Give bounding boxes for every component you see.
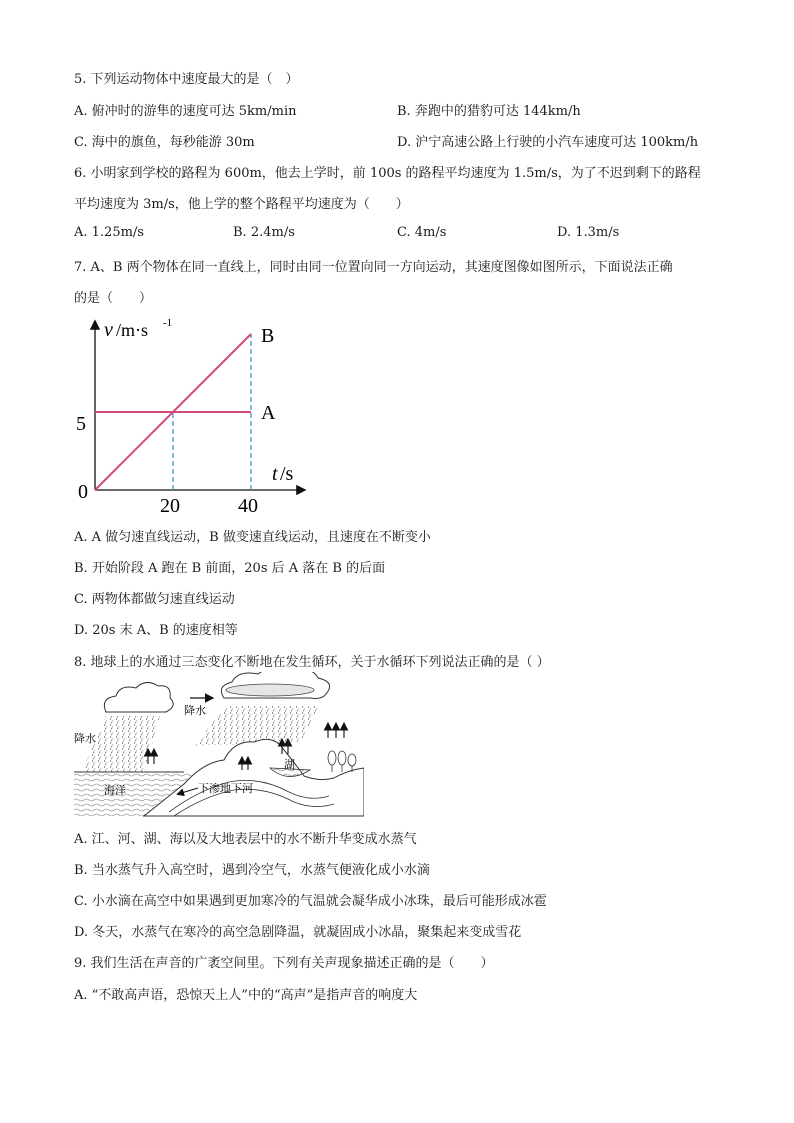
water-cycle-figure — [74, 672, 364, 818]
q6-option-a: A. 1.25m/s — [74, 225, 144, 240]
q7-option-c: C. 两物体都做匀速直线运动 — [74, 592, 235, 607]
q5-option-d: D. 沪宁高速公路上行驶的小汽车速度可达 100km/h — [397, 135, 699, 150]
y-axis-label-exponent: -1 — [163, 317, 173, 329]
q8-option-c: C. 小水滴在高空中如果遇到更加寒冷的气温就会凝华成小冰珠，最后可能形成冰雹 — [74, 894, 547, 909]
y-axis-label-var: v — [104, 319, 113, 341]
q7-option-a: A. A 做匀速直线运动，B 做变速直线运动，且速度在不断变小 — [74, 530, 431, 545]
q6-option-b: B. 2.4m/s — [233, 225, 295, 240]
label-rain-left: 降水 — [74, 733, 96, 745]
q6-option-d: D. 1.3m/s — [557, 225, 620, 240]
q7-stem-line2: 的是（ ） — [74, 291, 153, 306]
x-tick-label-20: 20 — [160, 495, 180, 517]
y-axis-label-unit: /m·s — [116, 320, 149, 340]
q7-option-b: B. 开始阶段 A 跑在 B 前面，20s 后 A 落在 B 的后面 — [74, 561, 386, 576]
q5-stem: 5. 下列运动物体中速度最大的是（ ） — [74, 72, 299, 87]
series-label-A: A — [261, 402, 276, 424]
rain-right — [194, 706, 320, 746]
q6-option-c: C. 4m/s — [397, 225, 447, 240]
trees-icon — [328, 751, 356, 772]
q8-option-b: B. 当水蒸气升入高空时，遇到冷空气，水蒸气便液化成小水滴 — [74, 863, 430, 878]
q5-option-c: C. 海中的旗鱼，每秒能游 30m — [74, 135, 255, 150]
cloud-left-icon — [104, 682, 173, 712]
q8-stem: 8. 地球上的水通过三态变化不断地在发生循环，关于水循环下列说法正确的是（ ） — [74, 655, 550, 670]
q8-option-d: D. 冬天，水蒸气在寒冷的高空急剧降温，就凝固成小冰晶，聚集起来变成雪花 — [74, 925, 522, 940]
q5-option-a: A. 俯冲时的游隼的速度可达 5km/min — [74, 104, 297, 119]
x-tick-label-40: 40 — [238, 495, 258, 517]
velocity-time-chart — [70, 312, 320, 520]
label-rain-right: 降水 — [184, 705, 206, 717]
q7-stem-line1: 7. A、B 两个物体在同一直线上，同时由同一位置向同一方向运动，其速度图像如图所示，下面说法正确 — [74, 260, 673, 275]
q5-option-b: B. 奔跑中的猎豹可达 144km/h — [397, 104, 581, 119]
series-label-B: B — [261, 325, 275, 347]
x-axis-label-unit: /s — [280, 463, 294, 485]
y-tick-label-5: 5 — [76, 413, 86, 435]
q8-option-a: A. 江、河、湖、海以及大地表层中的水不断升华变成水蒸气 — [74, 832, 417, 847]
origin-label: 0 — [78, 481, 88, 503]
q6-stem-line1: 6. 小明家到学校的路程为 600m，他去上学时，前 100s 的路程平均速度为 1.5m/s，为了不迟到剩下的路程 — [74, 166, 701, 181]
q9-option-a: A. “不敢高声语，恐惊天上人”中的“高声”是指声音的响度大 — [74, 988, 418, 1003]
label-underground-river: 下渗地下河 — [198, 783, 253, 795]
x-axis-label-var: t — [272, 463, 278, 485]
q6-stem-line2: 平均速度为 3m/s，他上学的整个路程平均速度为（ ） — [74, 197, 409, 212]
q7-option-d: D. 20s 末 A、B 的速度相等 — [74, 623, 238, 638]
label-lake: 湖 — [284, 759, 295, 771]
label-ocean: 海洋 — [104, 785, 126, 797]
q9-stem: 9. 我们生活在声音的广袤空间里。下列有关声现象描述正确的是（ ） — [74, 956, 494, 971]
